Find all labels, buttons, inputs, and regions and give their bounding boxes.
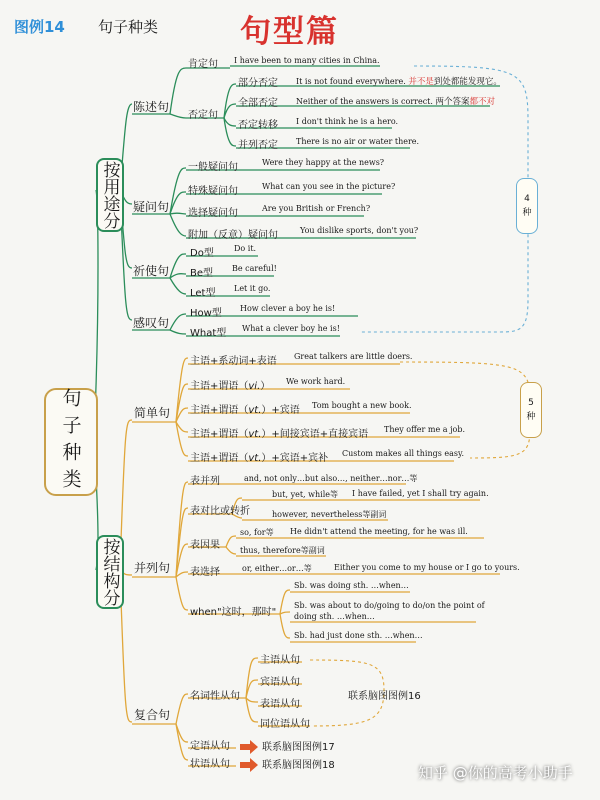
reference-nominal: 联系脑图图例16 [348,691,421,702]
arrow-right-icon [240,740,258,754]
node-object-clause: 宾语从句 [260,677,300,688]
category-structure: 按结构分 [96,535,124,609]
page-title: 句型篇 [240,14,339,50]
node-how-type: How型 [190,308,222,319]
example-general-question: Were they happy at the news? [262,158,385,167]
node-sv: 主语+谓语（vi.） [190,381,271,392]
figure-number: 图例14 [14,18,65,36]
node-coordination: 表并列 [190,476,220,487]
node-transferred-negation: 否定转移 [238,120,278,131]
example-when-3: Sb. had just done sth. …when… [294,631,423,640]
node-svc: 主语+系动词+表语 [190,356,277,367]
example-svoc: Custom makes all things easy. [342,449,465,458]
example-when-2b: doing sth. …when… [294,612,375,621]
node-special-question: 特殊疑问句 [188,186,238,197]
node-cause-effect: 表因果 [190,540,220,551]
watermark: 知乎 @你的高考小助手 [418,764,573,782]
example-svo: Tom bought a new book. [312,401,412,410]
node-do-type: Do型 [190,248,214,259]
node-predicative-clause: 表语从句 [260,699,300,710]
example-when-2a: Sb. was about to do/going to do/on the point of [294,601,485,610]
node-partial-negation: 部分否定 [238,78,278,89]
node-when-pattern: when"这时，那时" [190,607,277,618]
example-svoo: They offer me a job. [384,425,466,434]
badge-usage-count: 4 种 [516,178,538,234]
example-how-type: How clever a boy he is! [240,304,336,313]
arrow-right-icon [240,758,258,772]
node-appositive-clause: 同位语从句 [260,719,310,730]
example-when-1: Sb. was doing sth. …when… [294,581,409,590]
node-general-question: 一般疑问句 [188,162,238,173]
node-be-type: Be型 [190,268,214,279]
node-nominal-clause: 名词性从句 [190,691,240,702]
example-affirmative: I have been to many cities in China. [234,56,380,65]
example-choice-conj: or, either…or…等 [242,564,312,573]
node-alternative-question: 选择疑问句 [188,208,238,219]
example-do-type: Do it. [234,244,257,253]
example-cause-conj: so, for等 [240,528,274,537]
example-cause-adverbs: thus, therefore等副词 [240,546,325,555]
category-usage: 按用途分 [96,158,124,232]
node-tag-question: 附加（反意）疑问句 [188,230,278,241]
root-node: 句子种类 [44,388,98,496]
node-choice: 表选择 [190,567,220,578]
node-svoc: 主语+谓语（vt.）+宾语+宾补 [190,453,329,464]
node-contrast: 表对比或转折 [190,506,250,517]
node-exclamatory: 感叹句 [133,316,170,330]
example-sv: We work hard. [286,377,346,386]
node-what-type: What型 [190,328,227,339]
node-complex-sentence: 复合句 [134,708,171,722]
example-contrast-adverbs: however, nevertheless等副词 [272,510,387,519]
node-negative: 否定句 [188,110,218,121]
example-contrast-sentence: I have failed, yet I shall try again. [352,489,489,498]
example-be-type: Be careful! [232,264,277,273]
example-alternative-question: Are you British or French? [262,204,371,213]
example-let-type: Let it go. [234,284,271,293]
node-imperative: 祈使句 [133,264,170,278]
node-svoo: 主语+谓语（vt.）+间接宾语+直接宾语 [190,429,369,440]
node-compound-sentence: 并列句 [134,561,171,575]
example-cause-sentence: He didn't attend the meeting, for he was ill. [290,527,468,536]
reference-attributive: 联系脑图图例17 [262,742,335,753]
example-contrast-conj: but, yet, while等 [272,490,338,499]
figure-title: 句子种类 [98,18,159,36]
badge-simple-count: 5 种 [520,382,542,438]
node-subject-clause: 主语从句 [260,655,300,666]
example-transferred-negation: I don't think he is a hero. [296,117,399,126]
example-total-negation: Neither of the answers is correct. 两个答案都不对 [296,97,496,107]
node-total-negation: 全部否定 [238,98,278,109]
example-tag-question: You dislike sports, don't you? [300,226,419,235]
example-special-question: What can you see in the picture? [262,182,396,191]
node-affirmative: 肯定句 [188,59,218,70]
example-partial-negation: It is not found everywhere. 并不是到处都能发现它。 [296,77,502,87]
example-what-type: What a clever boy he is! [242,324,340,333]
node-simple-sentence: 简单句 [134,406,171,420]
node-coordinate-negation: 并列否定 [238,140,278,151]
node-interrogative: 疑问句 [133,200,170,214]
example-choice-sentence: Either you come to my house or I go to yours. [334,563,520,572]
reference-adverbial: 联系脑图图例18 [262,760,335,771]
node-declarative: 陈述句 [133,100,170,114]
example-coordination: and, not only…but also…, neither…nor…等 [244,474,418,483]
node-svo: 主语+谓语（vt.）+宾语 [190,405,300,416]
node-adverbial-clause: 状语从句 [190,759,230,770]
node-let-type: Let型 [190,288,216,299]
node-attributive-clause: 定语从句 [190,741,230,752]
example-coordinate-negation: There is no air or water there. [296,137,420,146]
example-svc: Great talkers are little doers. [294,352,413,361]
